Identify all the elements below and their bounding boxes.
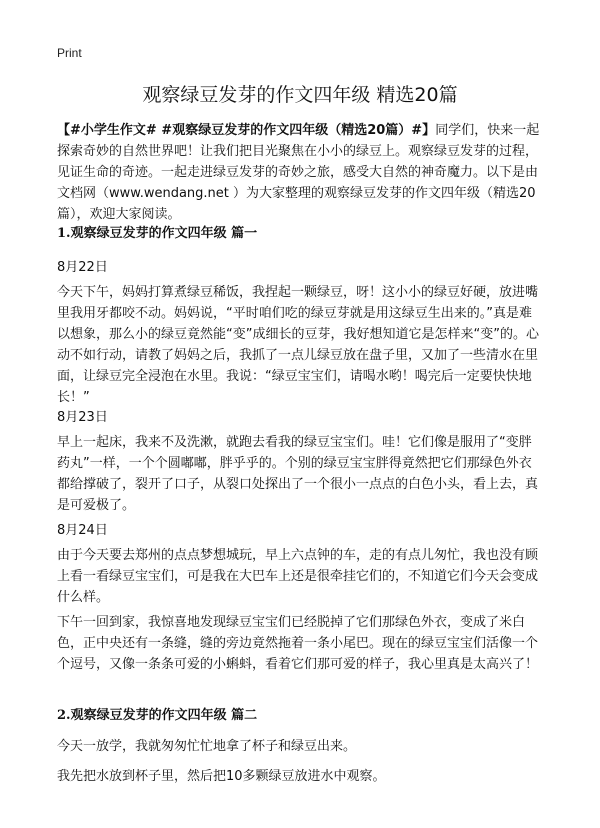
section-heading-2: 2.观察绿豆发芽的作文四年级 篇二 <box>57 708 258 723</box>
entry-date: 8月23日 <box>57 410 108 425</box>
intro-text: 同学们，快来一起探索奇妙的自然世界吧！让我们把目光聚焦在小小的绿豆上。观察绿豆发芽的过程，见证生命的奇迹。一起走进绿豆发芽的奇妙之旅，感受大自然的神奇魔力。以下是由文档网（www.wendang.net ）为大家整理的观察绿豆发芽的作文四年级（精选20篇），欢迎大家阅读。 <box>57 123 540 222</box>
entry-date: 8月22日 <box>57 260 108 275</box>
print-link[interactable]: Print <box>57 46 82 60</box>
entry-date: 8月24日 <box>57 523 108 538</box>
entry-paragraph: 我先把水放到杯子里，然后把10多颗绿豆放进水中观察。 <box>57 769 386 784</box>
entry-paragraph: 下午一回到家，我惊喜地发现绿豆宝宝们已经脱掉了它们那绿色外衣，变成了米白色，正中央还有一条缝，缝的旁边竟然拖着一条小尾巴。现在的绿豆宝宝们活像一个个逗号，又像一条条可爱的小蝌蚪，看着它们那可爱的样子，我心里真是太高兴了！ <box>57 615 539 672</box>
entry-paragraph: 早上一起床，我来不及洗漱，就跑去看我的绿豆宝宝们。哇！它们像是服用了“变胖药丸”一样，一个个圆嘟嘟，胖乎乎的。个别的绿豆宝宝胖得竟然把它们那绿色外衣都给撑破了，裂开了口子，从裂口处探出了一个很小一点点的白色小头，看上去，真是可爱极了。 <box>57 435 539 513</box>
intro-lead: 【#小学生作文# #观察绿豆发芽的作文四年级（精选20篇）#】 <box>57 123 436 138</box>
entry-paragraph: 由于今天要去郑州的点点梦想城玩，早上六点钟的车，走的有点儿匆忙，我也没有顾上看一看绿豆宝宝们，可是我在大巴车上还是很牵挂它们的，不知道它们今天会变成什么样。 <box>57 548 539 605</box>
intro-paragraph <box>57 120 543 225</box>
section-heading-1: 1.观察绿豆发芽的作文四年级 篇一 <box>57 226 258 241</box>
entry-paragraph: 今天一放学，我就匆匆忙忙地拿了杯子和绿豆出来。 <box>57 739 357 754</box>
entry-paragraph: 今天下午，妈妈打算煮绿豆稀饭，我捏起一颗绿豆，呀！这小小的绿豆好硬，放进嘴里我用牙都咬不动。妈妈说，“平时咱们吃的绿豆芽就是用这绿豆生出来的。”真是难以想象，那么小的绿豆竟然能“变”成细长的豆芽，我好想知道它是怎样来“变”的。心动不如行动，请教了妈妈之后，我抓了一点儿绿豆放在盘子里，又加了一些清水在里面，让绿豆完全浸泡在水里。我说：“绿豆宝宝们，请喝水哟！喝完后一定要快快地长！” <box>57 285 539 405</box>
page-title: 观察绿豆发芽的作文四年级 精选20篇 <box>142 84 458 106</box>
